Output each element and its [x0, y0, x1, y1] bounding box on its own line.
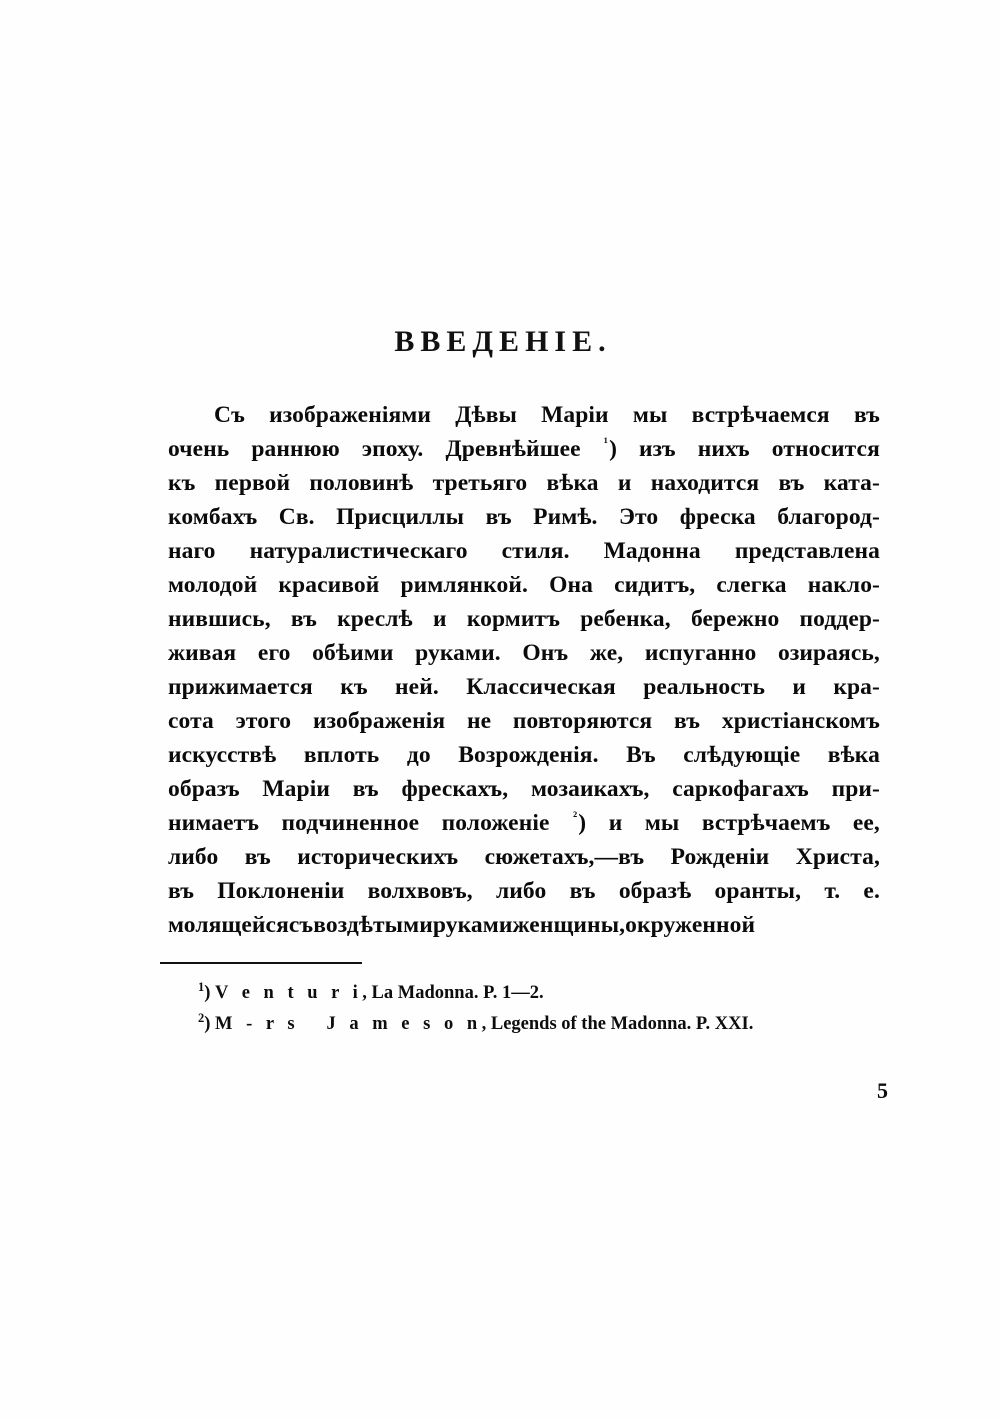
- word: въ: [352, 776, 379, 802]
- word: обѣими: [312, 640, 394, 666]
- word: Она: [549, 572, 593, 598]
- word: кра-: [833, 674, 880, 700]
- word: женщины,: [512, 912, 626, 938]
- word: относится: [771, 436, 880, 462]
- word: и: [792, 674, 806, 700]
- word: римлянкой.: [400, 572, 528, 598]
- word: положеніе: [441, 810, 550, 836]
- footnote-marker: $^2$): [198, 1010, 216, 1034]
- word: бережно: [690, 606, 780, 632]
- word: т.: [824, 878, 841, 904]
- word: Христа,: [795, 844, 880, 870]
- word: Это: [619, 504, 659, 530]
- word: Присциллы: [336, 504, 465, 530]
- word: наго: [168, 538, 216, 564]
- word: руками: [432, 912, 513, 938]
- word: либо: [168, 844, 219, 870]
- word: Онъ: [522, 640, 569, 666]
- body-line: [168, 840, 880, 874]
- footnote-reference[interactable]: $^{^2}$): [572, 810, 587, 836]
- word: въ: [674, 708, 701, 734]
- word: Съ: [214, 402, 245, 428]
- word: Римѣ.: [533, 504, 598, 530]
- body-line: [168, 874, 880, 908]
- word: накло-: [807, 572, 880, 598]
- word: повторяются: [512, 708, 653, 734]
- body-line: [168, 398, 880, 432]
- word: вѣка: [546, 470, 599, 496]
- body-line: [168, 636, 880, 670]
- word: реальность: [643, 674, 765, 700]
- page-title: ВВЕДЕНІЕ.: [394, 325, 612, 359]
- word: Маріи: [541, 402, 609, 428]
- word: его: [257, 640, 291, 666]
- word: красивой: [278, 572, 380, 598]
- word: Рожденіи: [670, 844, 770, 870]
- word: же,: [589, 640, 624, 666]
- word: не: [466, 708, 492, 734]
- word: е.: [863, 878, 880, 904]
- word: сидитъ,: [614, 572, 696, 598]
- footnote-marker: $^1$): [198, 979, 216, 1003]
- body-line: [168, 466, 880, 500]
- body-line: [168, 704, 880, 738]
- word: представлена: [734, 538, 880, 564]
- word: испуганно: [644, 640, 757, 666]
- word: оранты,: [714, 878, 802, 904]
- body-line: [168, 432, 880, 466]
- word: изображеніями: [269, 402, 432, 428]
- word: христіанскомъ: [721, 708, 880, 734]
- word: встрѣчаемся: [691, 402, 830, 428]
- word: благород-: [777, 504, 880, 530]
- word: въ: [244, 844, 271, 870]
- word: натуралистическаго: [249, 538, 468, 564]
- body-line: [168, 772, 880, 806]
- word: третьяго: [432, 470, 528, 496]
- word: волхвовъ,: [367, 878, 473, 904]
- word: комбахъ: [168, 504, 258, 530]
- word: съ: [288, 912, 314, 938]
- footnote-block: [168, 978, 898, 1040]
- word: въ: [853, 402, 880, 428]
- word: образъ: [168, 776, 240, 802]
- word: либо: [496, 878, 547, 904]
- word: кормитъ: [466, 606, 560, 632]
- footnote-reference[interactable]: $^{^1}$): [603, 436, 617, 462]
- word: вѣка: [827, 742, 880, 768]
- word: эпоху.: [361, 436, 424, 462]
- word: мы: [644, 810, 680, 836]
- word: въ: [485, 504, 512, 530]
- word: Св.: [278, 504, 315, 530]
- word: находится: [650, 470, 760, 496]
- word: фрескахъ,: [401, 776, 509, 802]
- word: Мадонна: [603, 538, 701, 564]
- word: до: [406, 742, 431, 768]
- word: первой: [214, 470, 291, 496]
- footnote-citation: , Legends of the Madonna. P. XXI.: [481, 1014, 754, 1034]
- page-number: 5: [877, 1078, 888, 1103]
- word: Маріи: [262, 776, 330, 802]
- word: молодой: [168, 572, 258, 598]
- word: раннюю: [251, 436, 340, 462]
- footnote-item: [168, 978, 898, 1009]
- word: Классическая: [466, 674, 616, 700]
- word: слѣдующіе: [683, 742, 801, 768]
- word: мы: [632, 402, 668, 428]
- footnote-citation: , La Madonna. P. 1—2.: [362, 983, 544, 1003]
- word: и: [432, 606, 447, 632]
- word: вплоть: [303, 742, 380, 768]
- word: воздѣтыми: [313, 912, 433, 938]
- word: мозаикахъ,: [530, 776, 650, 802]
- word: къ: [340, 674, 368, 700]
- body-line: [168, 908, 880, 942]
- word: поддер-: [799, 606, 880, 632]
- word: Въ: [626, 742, 656, 768]
- word: креслѣ: [337, 606, 413, 632]
- word: фреска: [679, 504, 756, 530]
- body-line: [168, 568, 880, 602]
- word: этого: [235, 708, 292, 734]
- word: Древнѣйшее: [445, 436, 581, 462]
- word: изъ: [639, 436, 676, 462]
- word: нившись,: [168, 606, 271, 632]
- body-line: [168, 534, 880, 568]
- body-line: [168, 602, 880, 636]
- word: сюжетахъ,—въ: [484, 844, 645, 870]
- word: Возрожденія.: [458, 742, 599, 768]
- word: руками.: [415, 640, 501, 666]
- word: ребенка,: [580, 606, 671, 632]
- word: ней.: [395, 674, 439, 700]
- word: ката-: [823, 470, 880, 496]
- word: молящейся: [168, 912, 289, 938]
- word: къ: [168, 470, 196, 496]
- word: въ: [168, 878, 195, 904]
- word: живая: [168, 640, 237, 666]
- word: въ: [778, 470, 805, 496]
- word: озираясь,: [778, 640, 880, 666]
- body-text-block: [168, 398, 880, 942]
- word: изображенія: [312, 708, 446, 734]
- word: сота: [168, 708, 214, 734]
- body-line: [168, 738, 880, 772]
- word: искусствѣ: [168, 742, 277, 768]
- word: нихъ: [697, 436, 750, 462]
- body-line: [168, 500, 880, 534]
- word: прижимается: [168, 674, 313, 700]
- word: стиля.: [501, 538, 570, 564]
- word: Дѣвы: [455, 402, 517, 428]
- word: и: [617, 470, 632, 496]
- word: половинѣ: [309, 470, 414, 496]
- word: встрѣчаемъ: [701, 810, 831, 836]
- word: саркофагахъ: [672, 776, 809, 802]
- word: слегка: [716, 572, 787, 598]
- word: образѣ: [618, 878, 692, 904]
- word: и: [608, 810, 623, 836]
- footnote-author: V e n t u r i: [215, 983, 363, 1003]
- footnote-author: M - r s J a m e s o n: [215, 1014, 482, 1034]
- word: Поклоненіи: [217, 878, 345, 904]
- word: окруженной: [625, 912, 756, 938]
- word: подчиненное: [281, 810, 420, 836]
- footnote-item: [168, 1009, 898, 1040]
- word: нимаетъ: [168, 810, 260, 836]
- word: при-: [831, 776, 880, 802]
- word: въ: [569, 878, 596, 904]
- word: очень: [168, 436, 230, 462]
- body-line: [168, 670, 880, 704]
- word: историческихъ: [297, 844, 459, 870]
- word: ее,: [852, 810, 880, 836]
- word: въ: [290, 606, 317, 632]
- footnote-separator-rule: [160, 962, 362, 964]
- body-line: [168, 806, 880, 840]
